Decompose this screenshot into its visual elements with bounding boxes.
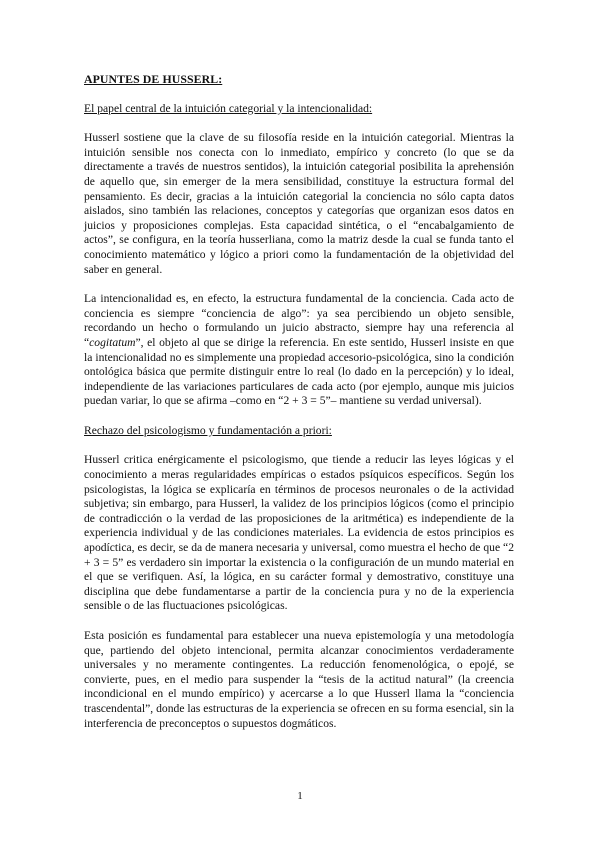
paragraph-epistemologia: Esta posición es fundamental para establecer una nueva epistemología y una metodología que, partiendo del objeto intencional, permita alcanzar conocimientos verdaderamente universales y no meramente contingentes. La reducción fenomenológica, o epojé, se convierte, pues, en el medio para suspender la “tesis de la actitud natural” (la creencia incondicional en el mundo empírico) y acercarse a lo que Husserl llama la “conciencia trascendental”, donde las estructuras de la experiencia se ofrecen en su forma esencial, sin la interferencia de preconceptos o supuestos dogmáticos. (84, 629, 514, 730)
emphasis-cogitatum: cogitatum (89, 335, 136, 349)
page-number: 1 (297, 790, 303, 802)
paragraph-text-after: ”, el objeto al que se dirige la referencia. En este sentido, Husserl insiste en que la intencionalidad no es simplemente una propiedad accesorio-psicológica, sino la condición ontológica básica que permite distinguir entre lo real (lo dado en la percepción) y lo ideal, independiente de las variaciones particulares de cada acto (por ejemplo, aunque mis juicios puedan variar, lo que se afirma –como en “2 + 3 = 5”– mantiene su verdad universal). (84, 335, 514, 408)
document-title: APUNTES DE HUSSERL: (84, 72, 223, 86)
section-heading-psicologismo: Rechazo del psicologismo y fundamentación a priori: (84, 423, 332, 437)
document-page (84, 72, 514, 746)
paragraph-text-before: La intencionalidad es, en efecto, la estructura fundamental de la conciencia. Cada acto de conciencia es siempre “conciencia de algo”: ya sea percibiendo un objeto sensible, recordando un hecho o formulando un juicio abstracto, siempre hay una referencia al “ (84, 292, 514, 349)
paragraph-intencionalidad (84, 292, 514, 409)
section-heading-intuicion: El papel central de la intuición categorial y la intencionalidad: (84, 101, 373, 115)
paragraph-psicologismo: Husserl critica enérgicamente el psicologismo, que tiende a reducir las leyes lógicas y el conocimiento a meras regularidades empíricas o estados psíquicos específicos. Según los psicologistas, la lógica se explicaría en términos de procesos neuronales o de la actividad subjetiva; sin embargo, para Husserl, la validez de los principios lógicos (como el principio de contradicción o la verdad de las proposiciones de la aritmética) es independiente de la experiencia individual y de las condiciones materiales. La evidencia de estos principios es apodíctica, es decir, se da de manera necesaria y universal, como muestra el hecho de que “2 + 3 = 5” es verdadero sin importar la existencia o la configuración de un mundo material en el que se verifiquen. Así, la lógica, en su carácter formal y demostrativo, constituye una disciplina que debe fundamentarse a partir de la conciencia pura y no de la experiencia sensible o de las fluctuaciones psicológicas. (84, 453, 514, 613)
paragraph-intuicion-categorial: Husserl sostiene que la clave de su filosofía reside en la intuición categorial. Mientras la intuición sensible nos conecta con lo inmediato, empírico y concreto (lo que se da directamente a través de nuestros sentidos), la intuición categorial posibilita la aprehensión de aquello que, sin emerger de la mera sensibilidad, constituye la estructura formal del pensamiento. Es decir, gracias a la intuición categorial la conciencia no sólo capta datos aislados, sino también las relaciones, conceptos y categorías que organizan esos datos en juicios y proposiciones complejas. Esta capacidad sintética, o el “encabalgamiento de actos”, se configura, en la teoría husserliana, como la matriz desde la cual se funda tanto el conocimiento matemático y lógico a priori como la fundamentación de la objetividad del saber en general. (84, 131, 514, 276)
